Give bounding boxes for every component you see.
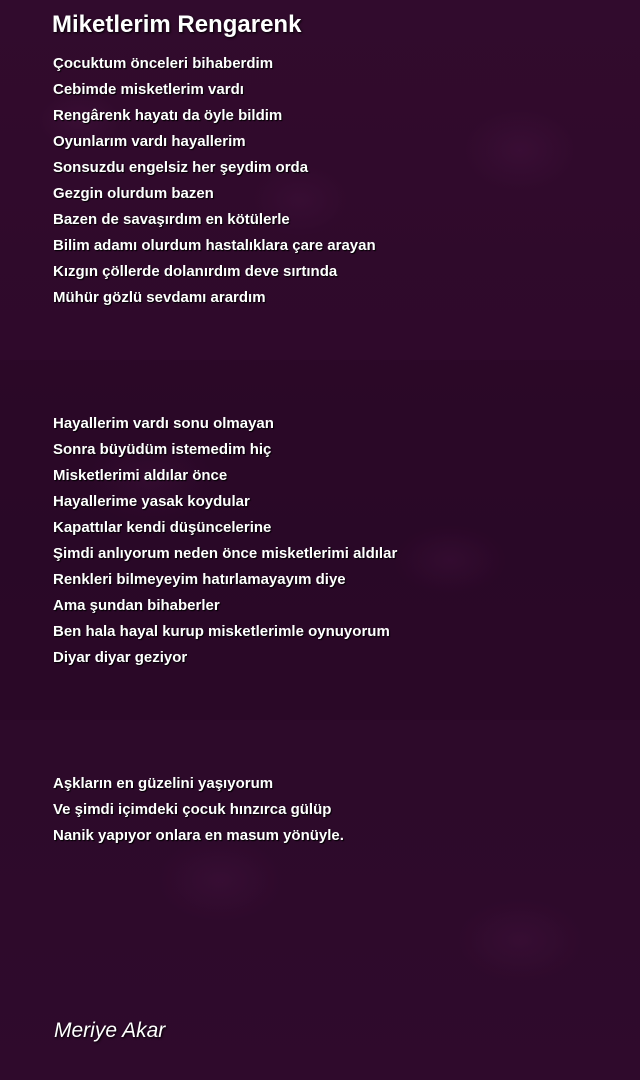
poem-line: Nanik yapıyor onlara en masum yönüyle.	[53, 827, 344, 844]
poem-line: Şimdi anlıyorum neden önce misketlerimi aldılar	[53, 545, 398, 562]
poem-line: Mühür gözlü sevdamı arardım	[53, 289, 266, 306]
poem-line: Bilim adamı olurdum hastalıklara çare arayan	[53, 237, 376, 254]
poem-line: Hayallerim vardı sonu olmayan	[53, 415, 274, 432]
poem-line: Diyar diyar geziyor	[53, 649, 188, 666]
poem-line: Ama şundan bihaberler	[53, 597, 220, 614]
poem-line: Renkleri bilmeyeyim hatırlamayayım diye	[53, 571, 346, 588]
poem-line: Aşkların en güzelini yaşıyorum	[53, 775, 274, 792]
poem-line: Oyunlarım vardı hayallerim	[53, 133, 246, 150]
poem-line: Kızgın çöllerde dolanırdım deve sırtında	[53, 263, 338, 280]
poem-line: Hayallerime yasak koydular	[53, 493, 250, 510]
poem-line: Bazen de savaşırdım en kötülerle	[53, 211, 290, 228]
poem-author: Meriye Akar	[54, 1019, 166, 1042]
poem-stanza	[53, 771, 344, 849]
poem-title: Miketlerim Rengarenk	[52, 11, 302, 38]
poem-line: Gezgin olurdum bazen	[53, 185, 214, 202]
poem-line: Ben hala hayal kurup misketlerimle oynuyorum	[53, 623, 390, 640]
poem-stanza	[53, 51, 376, 311]
poem-line: Rengârenk hayatı da öyle bildim	[53, 107, 283, 124]
poem-line: Ve şimdi içimdeki çocuk hınzırca gülüp	[53, 801, 332, 818]
poem-line: Misketlerimi aldılar önce	[53, 467, 228, 484]
poem-line: Kapattılar kendi düşüncelerine	[53, 519, 272, 536]
poem-line: Sonra büyüdüm istemedim hiç	[53, 441, 272, 458]
poem-line: Sonsuzdu engelsiz her şeydim orda	[53, 159, 309, 176]
poem-line: Çocuktum önceleri bihaberdim	[53, 55, 274, 72]
poem-line: Cebimde misketlerim vardı	[53, 81, 244, 98]
poem-stanza	[53, 411, 397, 671]
